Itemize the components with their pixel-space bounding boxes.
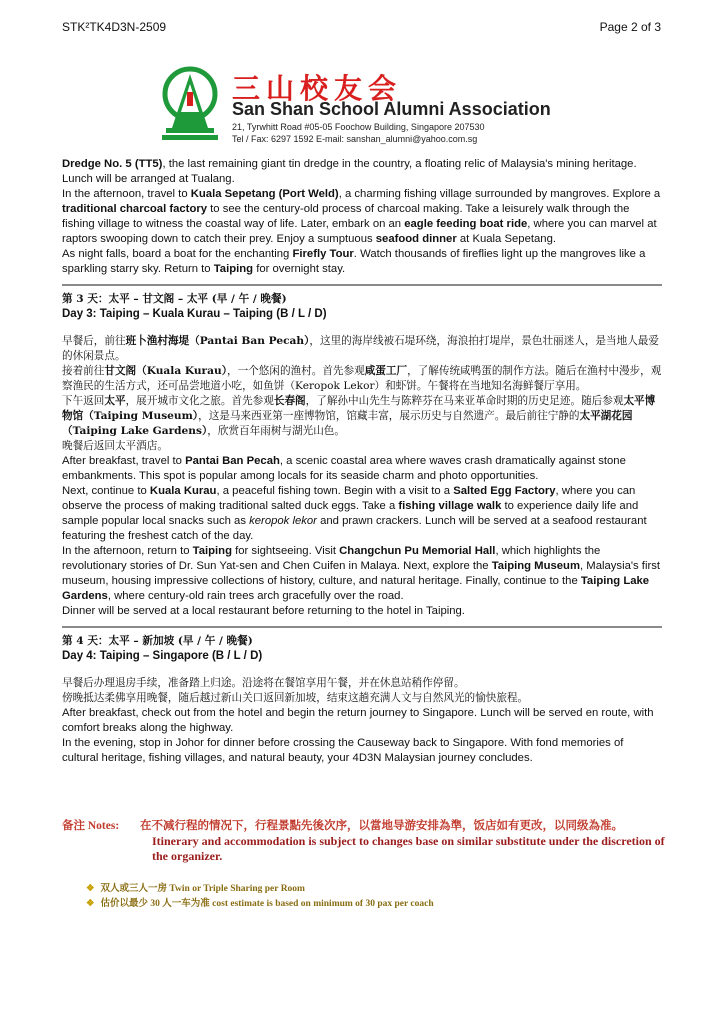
day3-title-cn: 第 3 天：太平 – 甘文阁 – 太平 (早 / 午 / 晚餐) xyxy=(62,293,287,305)
day4-cn-paragraph-1: 早餐后办理退房手续，准备踏上归途。沿途将在餐馆享用午餐，并在休息站稍作停留。 xyxy=(62,677,465,689)
section-divider xyxy=(62,626,662,628)
association-name-en: San Shan School Alumni Association xyxy=(232,99,551,119)
day3-en-paragraph-4: Dinner will be served at a local restaurant before returning to the hotel in Taiping. xyxy=(62,605,465,617)
day3-en-paragraph-3: In the afternoon, return to Taiping for sightseeing. Visit Changchun Pu Memorial Hall, which highlights the revolutionary stories of Dr. Sun Yat-sen and Chen Cuifen in Malaya. Next, explore the Taiping Museum, Malaysia's first museum, housing impressive collections of history, culture, and natural heritage. Finally, continue to the Taiping Lake Gardens, where century-old rain trees arch gracefully over the road. xyxy=(62,545,661,602)
notes-line-cn: 在不减行程的情况下，行程景點先後次序，以當地导游安排為準，饭店如有更改，以同级為准。 xyxy=(140,820,623,832)
day4-en-paragraph-1: After breakfast, check out from the hotel and begin the return journey to Singapore. Lunch will be served en route, with comfort breaks along the highway. xyxy=(62,707,654,734)
association-address: 21, Tyrwhitt Road #05-05 Foochow Building, Singapore 207530 xyxy=(232,122,485,132)
intro-paragraph-1: Dredge No. 5 (TT5), the last remaining giant tin dredge in the country, a floating relic of Malaysia's mining heritage. Lunch will be arranged at Tualang. xyxy=(62,158,637,185)
day4-en-paragraph-2: In the evening, stop in Johor for dinner before crossing the Causeway back to Singapore. With fond memories of cultural heritage, fishing villages, and natural beauty, your 4D3N Malaysian journey concludes. xyxy=(62,737,624,764)
day3-en-paragraph-2: Next, continue to Kuala Kurau, a peaceful fishing town. Begin with a visit to a Salted Egg Factory, where you can observe the process of making traditional salted duck eggs. Take a fishing village walk to experience daily life and sample popular local snacks such as keropok lekor and prawn crackers. Lunch will be served at a seafood restaurant featuring the freshest catch of the day. xyxy=(62,485,647,542)
bullet-coach-minimum: ❖ 估价以最少 30 人一车为准 cost estimate is based on minimum of 30 pax per coach xyxy=(86,899,434,909)
association-name-cn: 三山校友会 xyxy=(232,72,403,105)
page-number: Page 2 of 3 xyxy=(599,20,661,34)
association-logo xyxy=(160,66,220,142)
notes-label: 备注 Notes: xyxy=(62,820,120,832)
intro-paragraph-3: As night falls, board a boat for the enchanting Firefly Tour. Watch thousands of fireflies light up the mangroves like a sparkling starry sky. Return to Taiping for overnight stay. xyxy=(62,248,646,275)
day3-cn-paragraph-3: 下午返回太平，展开城市文化之旅。首先参观长春阁，了解孙中山先生与陈粹芬在马来亚革命时期的历史足迹。随后参观太平博物馆（Taiping Museum），这是马来西亚第一座博物馆，馆藏丰富，展示历史与自然遗产。最后前往宁静的太平湖花园（Taiping Lake Gardens），欣赏百年雨树与湖光山色。 xyxy=(62,395,656,437)
day3-cn-paragraph-1: 早餐后，前往班卜渔村海堤（Pantai Ban Pecah），这里的海岸线被石堤环绕，海浪拍打堤岸，景色壮丽迷人，是当地人最爱的休闲景点。 xyxy=(62,335,659,362)
itinerary-body xyxy=(62,157,662,766)
day4-cn-paragraph-2: 傍晚抵达柔佛享用晚餐，随后越过新山关口返回新加坡，结束这趟充满人文与自然风光的愉快旅程。 xyxy=(62,692,529,704)
day3-title-en: Day 3: Taiping – Kuala Kurau – Taiping (B / L / D) xyxy=(62,308,327,320)
association-contact: Tel / Fax: 6297 1592 E-mail: sanshan_alumni@yahoo.com.sg xyxy=(232,134,478,144)
bullet-room-sharing: ❖ 双人或三人一房 Twin or Triple Sharing per Room xyxy=(86,884,305,894)
day4-title-cn: 第 4 天：太平 – 新加坡 (早 / 午 / 晚餐) xyxy=(62,635,253,647)
day3-cn-paragraph-4: 晚餐后返回太平酒店。 xyxy=(62,440,168,452)
day4-title-en: Day 4: Taiping – Singapore (B / L / D) xyxy=(62,650,263,662)
document-code: STK²TK4D3N-2509 xyxy=(62,20,167,34)
diamond-bullet-icon: ❖ xyxy=(86,884,95,894)
notes-line-en: Itinerary and accommodation is subject to changes base on similar substitute under the discretion of the organizer. xyxy=(152,834,665,863)
day3-en-paragraph-1: After breakfast, travel to Pantai Ban Pecah, a scenic coastal area where waves crash dramatically against stone embankments. This spot is popular among locals for its seaside charm and photo opportunities. xyxy=(62,455,626,482)
section-divider xyxy=(62,284,662,286)
notes-section xyxy=(62,819,672,864)
intro-paragraph-2: In the afternoon, travel to Kuala Sepetang (Port Weld), a charming fishing village surrounded by mangroves. Explore a traditional charcoal factory to see the century-old process of charcoal making. Take a leisurely walk through the fishing village to witness the coastal way of life. Later, embark on an eagle feeding boat ride, where you can marvel at raptors swooping down to catch their prey. Enjoy a sumptuous seafood dinner at Kuala Sepetang. xyxy=(62,188,661,245)
day3-cn-paragraph-2: 接着前往甘文阁（Kuala Kurau），一个悠闲的渔村。首先参观咸蛋工厂，了解传统咸鸭蛋的制作方法。随后在渔村中漫步，观察渔民的生活方式，还可品尝地道小吃，如鱼饼（Keropok Lekor）和虾饼。午餐将在当地知名海鲜餐厅享用。 xyxy=(62,365,662,392)
diamond-bullet-icon: ❖ xyxy=(86,899,95,909)
